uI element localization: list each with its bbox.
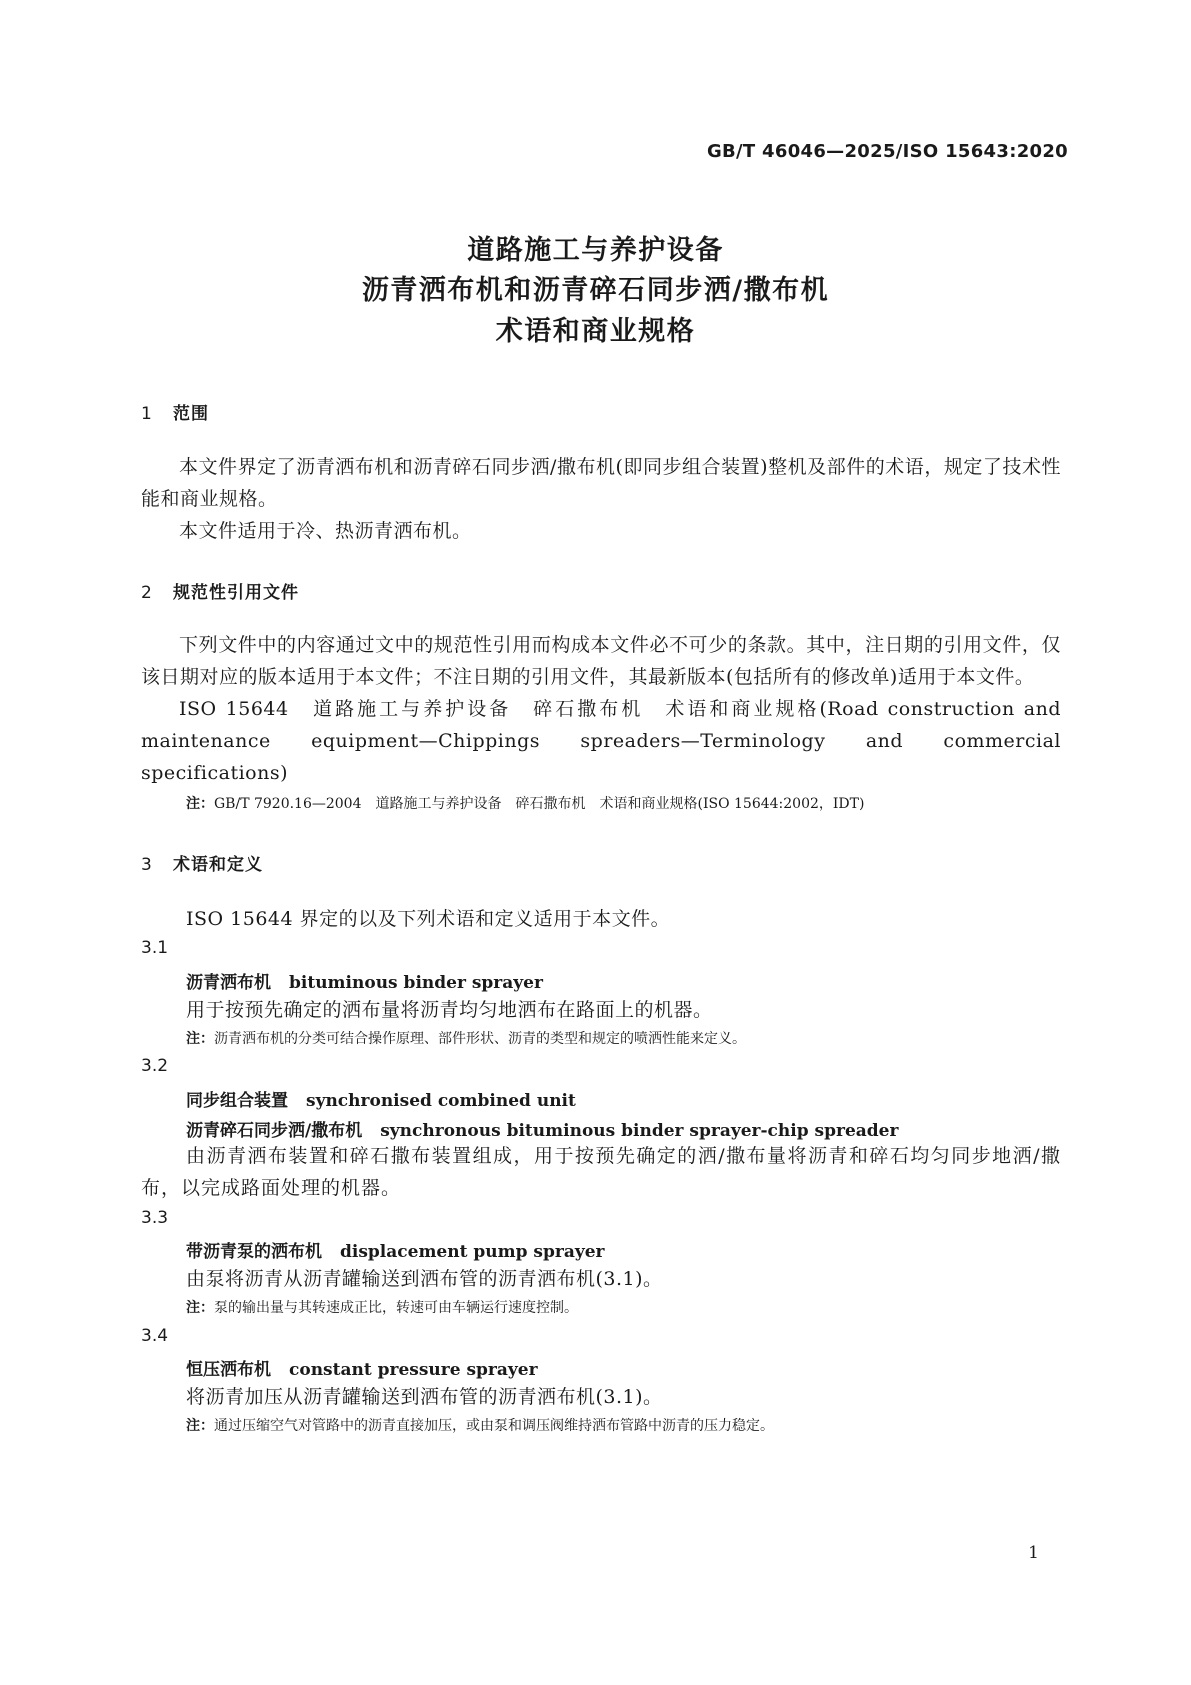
standard-code: GB/T 46046—2025/ISO 15643:2020 [706, 141, 1068, 162]
section-number: 3 [141, 855, 153, 875]
term-zh: 恒压洒布机 [186, 1360, 271, 1380]
term-entry [186, 1237, 605, 1262]
title-line-3: 术语和商业规格 [495, 316, 696, 347]
term-zh: 沥青碎石同步洒/撒布机 [186, 1121, 363, 1141]
term-entry-synonym [186, 1116, 898, 1141]
term-zh: 同步组合装置 [186, 1091, 288, 1111]
paragraph: 本文件界定了沥青洒布机和沥青碎石同步洒/撒布机(即同步组合装置)整机及部件的术语，规定了技术性能和商业规格。 [141, 456, 1061, 510]
section-2-heading [141, 578, 299, 603]
note-text: 沥青洒布机的分类可结合操作原理、部件形状、沥青的类型和规定的喷洒性能来定义。 [214, 1031, 746, 1047]
term-entry [186, 968, 543, 993]
section-2-body [141, 629, 1061, 789]
term-definition: 用于按预先确定的洒布量将沥青均匀地洒布在路面上的机器。 [186, 999, 713, 1021]
term-definition: 将沥青加压从沥青罐输送到洒布管的沥青洒布机(3.1)。 [186, 1386, 663, 1408]
note-label: 注： [186, 1300, 214, 1316]
term-zh: 沥青洒布机 [186, 973, 271, 993]
section-3-heading [141, 850, 263, 875]
term-en: displacement pump sprayer [340, 1242, 605, 1262]
term-number: 3.2 [141, 1056, 169, 1076]
section-title: 规范性引用文件 [173, 583, 299, 603]
term-number: 3.1 [141, 938, 169, 958]
title-line-1: 道路施工与养护设备 [467, 235, 724, 266]
term-en: synchronised combined unit [306, 1091, 576, 1111]
term-definition: 由泵将沥青从沥青罐输送到洒布管的沥青洒布机(3.1)。 [186, 1268, 663, 1290]
term-en: synchronous bituminous binder sprayer-chip spreader [380, 1121, 899, 1141]
title-line-2: 沥青洒布机和沥青碎石同步洒/撒布机 [361, 275, 830, 306]
term-entry [186, 1355, 538, 1380]
section-1-body [141, 451, 1061, 547]
section-number: 2 [141, 583, 153, 603]
section-title: 术语和定义 [173, 855, 263, 875]
term-number: 3.3 [141, 1208, 169, 1228]
note-label: 注： [186, 1031, 214, 1047]
section-number: 1 [141, 404, 153, 424]
term-definition [141, 1140, 1061, 1204]
term-entry [186, 1086, 576, 1111]
section-2-note [186, 793, 864, 813]
term-note [186, 1297, 578, 1317]
section-3-intro: ISO 15644 界定的以及下列术语和定义适用于本文件。 [186, 908, 671, 930]
page-number: 1 [1028, 1543, 1039, 1563]
note-text: 泵的输出量与其转速成正比，转速可由车辆运行速度控制。 [214, 1300, 578, 1316]
note-label: 注： [186, 796, 214, 812]
term-zh: 带沥青泵的洒布机 [186, 1242, 322, 1262]
definition-text: 由沥青洒布装置和碎石撒布装置组成，用于按预先确定的洒/撒布量将沥青和碎石均匀同步地洒/撒布，以完成路面处理的机器。 [141, 1145, 1061, 1199]
term-number: 3.4 [141, 1326, 169, 1346]
paragraph: 本文件适用于冷、热沥青洒布机。 [179, 520, 472, 542]
term-en: constant pressure sprayer [289, 1360, 538, 1380]
note-text: 通过压缩空气对管路中的沥青直接加压，或由泵和调压阀维持洒布管路中沥青的压力稳定。 [214, 1418, 774, 1434]
note-label: 注： [186, 1418, 214, 1434]
note-text: GB/T 7920.16—2004 道路施工与养护设备 碎石撒布机 术语和商业规格(ISO 15644:2002，IDT) [214, 796, 865, 812]
term-en: bituminous binder sprayer [289, 973, 543, 993]
reference-paragraph: ISO 15644 道路施工与养护设备 碎石撒布机 术语和商业规格(Road construction and maintenance equipment—Chippings spreaders—Terminology and commercial specifications) [141, 698, 1061, 784]
paragraph: 下列文件中的内容通过文中的规范性引用而构成本文件必不可少的条款。其中，注日期的引用文件，仅该日期对应的版本适用于本文件；不注日期的引用文件，其最新版本(包括所有的修改单)适用于本文件。 [141, 634, 1061, 688]
term-note [186, 1415, 774, 1435]
section-title: 范围 [173, 404, 209, 424]
term-note [186, 1028, 746, 1048]
section-1-heading [141, 399, 209, 424]
